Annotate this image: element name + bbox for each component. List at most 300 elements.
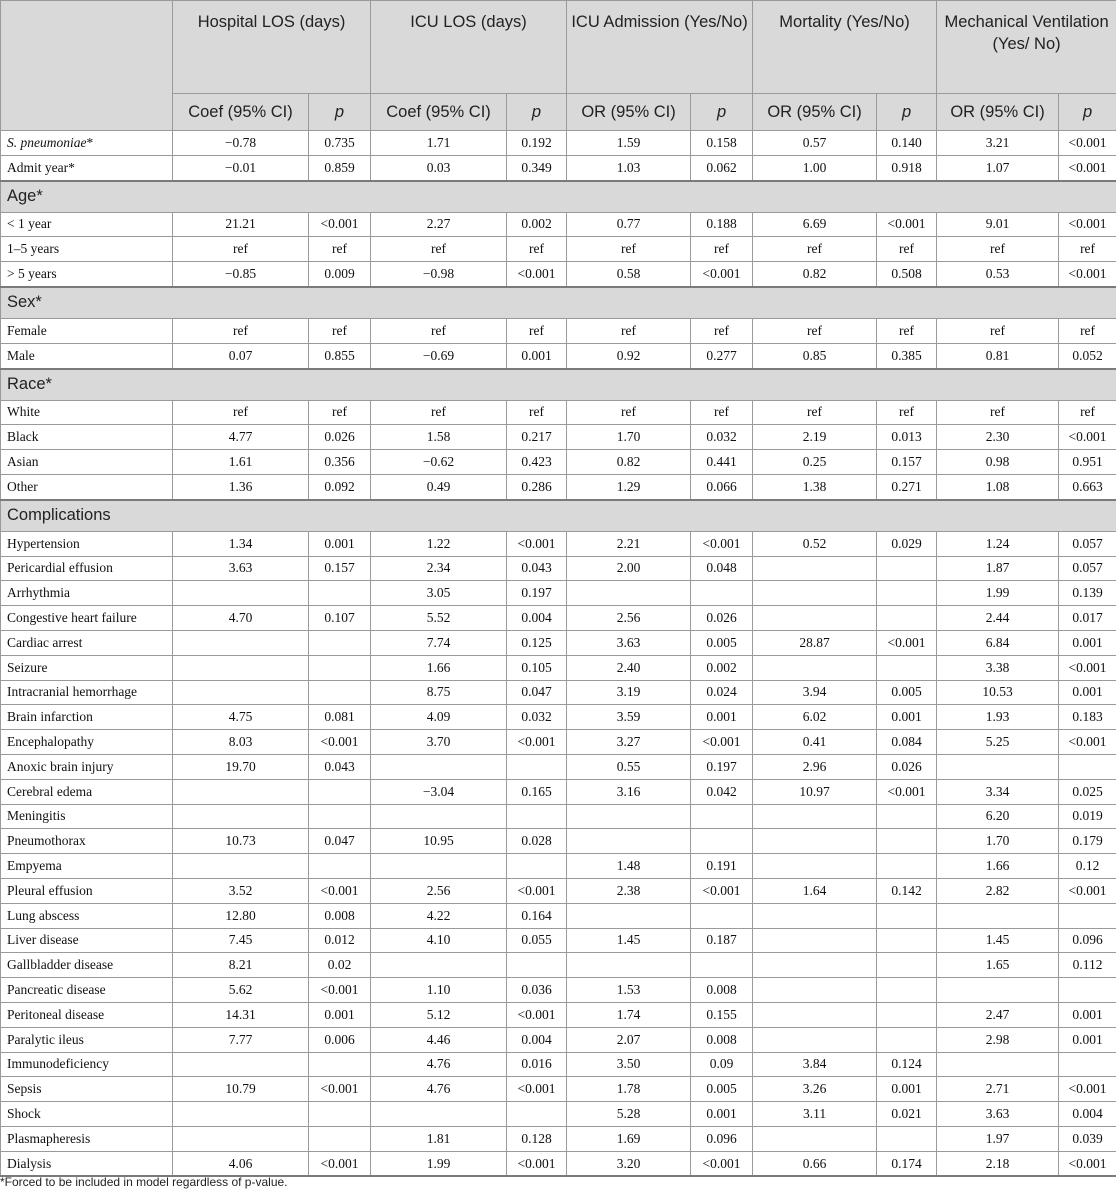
subheader-p: p [507, 94, 567, 131]
p-value-cell: 0.019 [1059, 804, 1116, 829]
estimate-cell [371, 804, 507, 829]
estimate-cell: 4.76 [371, 1052, 507, 1077]
estimate-cell: 1.08 [937, 474, 1059, 499]
subheader-estimate: OR (95% CI) [937, 94, 1059, 131]
p-value-cell [691, 581, 753, 606]
estimate-cell: 3.52 [173, 878, 309, 903]
estimate-cell: 4.06 [173, 1151, 309, 1176]
estimate-cell: 2.38 [567, 878, 691, 903]
p-value-cell [877, 829, 937, 854]
row-label: Male [1, 343, 173, 368]
p-value-cell [877, 1002, 937, 1027]
estimate-cell [371, 854, 507, 879]
row-label: Female [1, 318, 173, 343]
estimate-cell: 4.10 [371, 928, 507, 953]
p-value-cell [877, 804, 937, 829]
p-value-cell: 0.286 [507, 474, 567, 499]
estimate-cell: 3.05 [371, 581, 507, 606]
p-value-cell: ref [507, 400, 567, 425]
estimate-cell: 2.34 [371, 556, 507, 581]
section-row [1, 369, 1116, 401]
subheader-p: p [877, 94, 937, 131]
estimate-cell: 3.11 [753, 1102, 877, 1127]
p-value-cell [1059, 1052, 1116, 1077]
p-value-cell: 0.191 [691, 854, 753, 879]
estimate-cell: 1.61 [173, 450, 309, 475]
estimate-cell: 7.77 [173, 1027, 309, 1052]
p-value-cell: 0.021 [877, 1102, 937, 1127]
table-row [1, 581, 1116, 606]
p-value-cell: 0.055 [507, 928, 567, 953]
estimate-cell: 3.20 [567, 1151, 691, 1176]
p-value-cell: <0.001 [309, 1151, 371, 1176]
p-value-cell [309, 630, 371, 655]
estimate-cell: 3.38 [937, 655, 1059, 680]
p-value-cell: <0.001 [1059, 655, 1116, 680]
p-value-cell: ref [309, 237, 371, 262]
estimate-cell [173, 680, 309, 705]
p-value-cell: <0.001 [691, 1151, 753, 1176]
p-value-cell [877, 978, 937, 1003]
p-value-cell: 0.187 [691, 928, 753, 953]
estimate-cell: 4.75 [173, 705, 309, 730]
header-hospital-los: Hospital LOS (days) [173, 1, 371, 94]
row-label: Asian [1, 450, 173, 475]
estimate-cell [173, 1102, 309, 1127]
p-value-cell [877, 1126, 937, 1151]
table-row [1, 450, 1116, 475]
estimate-cell: 3.27 [567, 730, 691, 755]
p-value-cell: 0.013 [877, 425, 937, 450]
p-value-cell: <0.001 [691, 531, 753, 556]
estimate-cell: 1.70 [937, 829, 1059, 854]
p-value-cell [309, 1126, 371, 1151]
p-value-cell [877, 556, 937, 581]
p-value-cell [507, 854, 567, 879]
estimate-cell: −0.62 [371, 450, 507, 475]
p-value-cell [691, 804, 753, 829]
estimate-cell [173, 779, 309, 804]
table-row [1, 1102, 1116, 1127]
estimate-cell: 5.28 [567, 1102, 691, 1127]
p-value-cell [691, 829, 753, 854]
estimate-cell: 1.38 [753, 474, 877, 499]
estimate-cell: ref [173, 237, 309, 262]
p-value-cell [877, 606, 937, 631]
table-row [1, 705, 1116, 730]
subheader-estimate: Coef (95% CI) [173, 94, 309, 131]
subheader-p: p [1059, 94, 1116, 131]
row-label: Sepsis [1, 1077, 173, 1102]
estimate-cell: 1.64 [753, 878, 877, 903]
estimate-cell: −0.01 [173, 155, 309, 180]
estimate-cell: 2.44 [937, 606, 1059, 631]
row-label: White [1, 400, 173, 425]
estimate-cell: 3.94 [753, 680, 877, 705]
p-value-cell: <0.001 [309, 730, 371, 755]
header-mechanical-ventilation: Mechanical Ventilation (Yes/ No) [937, 1, 1116, 94]
table-row [1, 903, 1116, 928]
p-value-cell: 0.001 [1059, 1002, 1116, 1027]
estimate-cell [567, 903, 691, 928]
estimate-cell: −0.78 [173, 131, 309, 156]
estimate-cell: 1.22 [371, 531, 507, 556]
table-row [1, 237, 1116, 262]
table-row [1, 630, 1116, 655]
estimate-cell: 1.74 [567, 1002, 691, 1027]
table-row [1, 531, 1116, 556]
p-value-cell: 0.157 [877, 450, 937, 475]
estimate-cell: 0.25 [753, 450, 877, 475]
table-row [1, 754, 1116, 779]
header-icu-los: ICU LOS (days) [371, 1, 567, 94]
estimate-cell: 21.21 [173, 212, 309, 237]
estimate-cell: 0.66 [753, 1151, 877, 1176]
table-row [1, 131, 1116, 156]
p-value-cell: 0.008 [309, 903, 371, 928]
p-value-cell [507, 754, 567, 779]
estimate-cell [173, 1126, 309, 1151]
row-label: Congestive heart failure [1, 606, 173, 631]
estimate-cell: 12.80 [173, 903, 309, 928]
row-label: Other [1, 474, 173, 499]
subheader-estimate: OR (95% CI) [567, 94, 691, 131]
estimate-cell: 7.45 [173, 928, 309, 953]
p-value-cell: 0.043 [309, 754, 371, 779]
row-label: Hypertension [1, 531, 173, 556]
p-value-cell: 0.004 [507, 606, 567, 631]
estimate-cell: 1.29 [567, 474, 691, 499]
row-label: Encephalopathy [1, 730, 173, 755]
estimate-cell: 1.69 [567, 1126, 691, 1151]
p-value-cell: 0.855 [309, 343, 371, 368]
estimate-cell: 10.53 [937, 680, 1059, 705]
p-value-cell [877, 655, 937, 680]
section-title: Race* [1, 369, 1116, 401]
subheader-p: p [309, 94, 371, 131]
row-label: Brain infarction [1, 705, 173, 730]
p-value-cell: <0.001 [1059, 878, 1116, 903]
p-value-cell: 0.057 [1059, 556, 1116, 581]
row-label: Shock [1, 1102, 173, 1127]
p-value-cell: 0.02 [309, 953, 371, 978]
estimate-cell [753, 1002, 877, 1027]
estimate-cell: 1.24 [937, 531, 1059, 556]
estimate-cell: 1.59 [567, 131, 691, 156]
estimate-cell [753, 556, 877, 581]
estimate-cell [173, 655, 309, 680]
estimate-cell [937, 1052, 1059, 1077]
table-row [1, 878, 1116, 903]
row-label: Empyema [1, 854, 173, 879]
estimate-cell [371, 953, 507, 978]
p-value-cell: 0.009 [309, 262, 371, 287]
estimate-cell: 10.73 [173, 829, 309, 854]
estimate-cell: ref [753, 318, 877, 343]
table-row [1, 1126, 1116, 1151]
table-row [1, 606, 1116, 631]
p-value-cell: ref [507, 318, 567, 343]
estimate-cell: 28.87 [753, 630, 877, 655]
estimate-cell: 0.03 [371, 155, 507, 180]
estimate-cell: 1.45 [567, 928, 691, 953]
estimate-cell [937, 754, 1059, 779]
estimate-cell: ref [753, 400, 877, 425]
estimate-cell: 2.47 [937, 1002, 1059, 1027]
p-value-cell [309, 581, 371, 606]
table-row [1, 400, 1116, 425]
p-value-cell: <0.001 [691, 730, 753, 755]
p-value-cell [1059, 903, 1116, 928]
estimate-cell: 3.63 [173, 556, 309, 581]
p-value-cell: 0.112 [1059, 953, 1116, 978]
section-row [1, 181, 1116, 213]
p-value-cell: 0.128 [507, 1126, 567, 1151]
table-row [1, 1027, 1116, 1052]
estimate-cell: 3.70 [371, 730, 507, 755]
table-row [1, 425, 1116, 450]
estimate-cell: 0.55 [567, 754, 691, 779]
estimate-cell: 0.49 [371, 474, 507, 499]
p-value-cell: <0.001 [877, 212, 937, 237]
p-value-cell: ref [1059, 237, 1116, 262]
estimate-cell: 2.98 [937, 1027, 1059, 1052]
p-value-cell: 0.092 [309, 474, 371, 499]
p-value-cell [1059, 978, 1116, 1003]
estimate-cell: ref [173, 318, 309, 343]
estimate-cell: 0.82 [567, 450, 691, 475]
p-value-cell: 0.001 [1059, 680, 1116, 705]
header-mortality: Mortality (Yes/No) [753, 1, 937, 94]
p-value-cell: ref [877, 400, 937, 425]
p-value-cell: 0.001 [691, 1102, 753, 1127]
p-value-cell: <0.001 [507, 1077, 567, 1102]
estimate-cell: 0.57 [753, 131, 877, 156]
section-title: Age* [1, 181, 1116, 213]
p-value-cell: ref [507, 237, 567, 262]
table-row [1, 854, 1116, 879]
estimate-cell [567, 804, 691, 829]
table-row [1, 953, 1116, 978]
p-value-cell: 0.005 [691, 1077, 753, 1102]
row-label: S. pneumoniae* [1, 131, 173, 156]
estimate-cell [173, 630, 309, 655]
p-value-cell [691, 903, 753, 928]
estimate-cell: 0.92 [567, 343, 691, 368]
header-corner [1, 1, 173, 131]
table-row [1, 262, 1116, 287]
estimate-cell: 0.77 [567, 212, 691, 237]
header-icu-admission: ICU Admission (Yes/No) [567, 1, 753, 94]
p-value-cell: 0.026 [877, 754, 937, 779]
p-value-cell: 0.139 [1059, 581, 1116, 606]
p-value-cell: 0.039 [1059, 1126, 1116, 1151]
table-row [1, 1002, 1116, 1027]
estimate-cell: 1.36 [173, 474, 309, 499]
p-value-cell: 0.005 [877, 680, 937, 705]
p-value-cell: 0.124 [877, 1052, 937, 1077]
estimate-cell [753, 928, 877, 953]
p-value-cell: <0.001 [1059, 1151, 1116, 1176]
p-value-cell [309, 1052, 371, 1077]
estimate-cell [753, 655, 877, 680]
table-row [1, 829, 1116, 854]
estimate-cell: 10.79 [173, 1077, 309, 1102]
estimate-cell: 1.70 [567, 425, 691, 450]
p-value-cell [309, 779, 371, 804]
estimate-cell: 1.65 [937, 953, 1059, 978]
p-value-cell [877, 854, 937, 879]
p-value-cell: 0.001 [877, 705, 937, 730]
p-value-cell: <0.001 [1059, 155, 1116, 180]
estimate-cell: 8.21 [173, 953, 309, 978]
p-value-cell: <0.001 [1059, 730, 1116, 755]
estimate-cell: 0.81 [937, 343, 1059, 368]
estimate-cell: 2.19 [753, 425, 877, 450]
estimate-cell: ref [937, 237, 1059, 262]
subheader-p: p [691, 94, 753, 131]
estimate-cell: 1.81 [371, 1126, 507, 1151]
estimate-cell: 0.07 [173, 343, 309, 368]
estimate-cell: ref [371, 400, 507, 425]
p-value-cell: <0.001 [1059, 131, 1116, 156]
p-value-cell: ref [691, 400, 753, 425]
p-value-cell: 0.12 [1059, 854, 1116, 879]
estimate-cell: 1.93 [937, 705, 1059, 730]
estimate-cell: 3.84 [753, 1052, 877, 1077]
subheader-estimate: Coef (95% CI) [371, 94, 507, 131]
estimate-cell: 0.53 [937, 262, 1059, 287]
row-label: Admit year* [1, 155, 173, 180]
p-value-cell: 0.174 [877, 1151, 937, 1176]
p-value-cell: 0.001 [1059, 630, 1116, 655]
estimate-cell: 5.12 [371, 1002, 507, 1027]
table-row [1, 804, 1116, 829]
estimate-cell: 1.58 [371, 425, 507, 450]
estimate-cell [753, 1126, 877, 1151]
estimate-cell [753, 1027, 877, 1052]
p-value-cell: 0.004 [1059, 1102, 1116, 1127]
p-value-cell: 0.008 [691, 978, 753, 1003]
estimate-cell: 1.97 [937, 1126, 1059, 1151]
row-label: Paralytic ileus [1, 1027, 173, 1052]
p-value-cell [309, 655, 371, 680]
table-row [1, 680, 1116, 705]
estimate-cell: ref [567, 237, 691, 262]
row-label: Cerebral edema [1, 779, 173, 804]
estimate-cell: 0.58 [567, 262, 691, 287]
p-value-cell: 0.026 [691, 606, 753, 631]
p-value-cell: ref [877, 237, 937, 262]
estimate-cell: −0.85 [173, 262, 309, 287]
estimate-cell: ref [937, 318, 1059, 343]
row-label: Liver disease [1, 928, 173, 953]
section-row [1, 287, 1116, 319]
row-label: Seizure [1, 655, 173, 680]
estimate-cell: 2.07 [567, 1027, 691, 1052]
table-footnote: *Forced to be included in model regardless of p-value. [0, 1175, 288, 1189]
p-value-cell: <0.001 [691, 262, 753, 287]
estimate-cell: 8.75 [371, 680, 507, 705]
p-value-cell [507, 953, 567, 978]
row-label: < 1 year [1, 212, 173, 237]
p-value-cell: <0.001 [309, 878, 371, 903]
p-value-cell: 0.006 [309, 1027, 371, 1052]
p-value-cell: 0.012 [309, 928, 371, 953]
p-value-cell: 0.09 [691, 1052, 753, 1077]
p-value-cell: 0.042 [691, 779, 753, 804]
p-value-cell: 0.028 [507, 829, 567, 854]
p-value-cell: ref [877, 318, 937, 343]
row-label: Intracranial hemorrhage [1, 680, 173, 705]
estimate-cell: 1.45 [937, 928, 1059, 953]
table-row [1, 556, 1116, 581]
table-row [1, 779, 1116, 804]
row-label: Pleural effusion [1, 878, 173, 903]
row-label: Immunodeficiency [1, 1052, 173, 1077]
estimate-cell [567, 581, 691, 606]
p-value-cell: 0.001 [309, 1002, 371, 1027]
p-value-cell: ref [691, 237, 753, 262]
p-value-cell: 0.024 [691, 680, 753, 705]
p-value-cell: 0.277 [691, 343, 753, 368]
p-value-cell: 0.062 [691, 155, 753, 180]
p-value-cell: <0.001 [507, 1151, 567, 1176]
estimate-cell [173, 581, 309, 606]
estimate-cell: 1.78 [567, 1077, 691, 1102]
estimate-cell: 1.71 [371, 131, 507, 156]
p-value-cell: 0.084 [877, 730, 937, 755]
p-value-cell: 0.032 [507, 705, 567, 730]
p-value-cell: <0.001 [877, 779, 937, 804]
row-label: Cardiac arrest [1, 630, 173, 655]
table-body [1, 131, 1116, 1177]
estimate-cell: 3.19 [567, 680, 691, 705]
p-value-cell: 0.197 [691, 754, 753, 779]
table-row [1, 1151, 1116, 1176]
estimate-cell: 6.84 [937, 630, 1059, 655]
estimate-cell [753, 903, 877, 928]
p-value-cell: 0.423 [507, 450, 567, 475]
p-value-cell: <0.001 [309, 212, 371, 237]
p-value-cell: 0.105 [507, 655, 567, 680]
estimate-cell [753, 829, 877, 854]
estimate-cell [753, 854, 877, 879]
p-value-cell: 0.217 [507, 425, 567, 450]
estimate-cell: 2.00 [567, 556, 691, 581]
estimate-cell: 1.48 [567, 854, 691, 879]
p-value-cell: 0.663 [1059, 474, 1116, 499]
p-value-cell: 0.032 [691, 425, 753, 450]
estimate-cell [753, 978, 877, 1003]
estimate-cell: ref [937, 400, 1059, 425]
table-header [1, 1, 1116, 131]
estimate-cell: 1.00 [753, 155, 877, 180]
p-value-cell: 0.016 [507, 1052, 567, 1077]
p-value-cell: 0.859 [309, 155, 371, 180]
row-label: > 5 years [1, 262, 173, 287]
estimate-cell [567, 829, 691, 854]
estimate-cell: 7.74 [371, 630, 507, 655]
table-row [1, 318, 1116, 343]
p-value-cell [309, 680, 371, 705]
p-value-cell: 0.441 [691, 450, 753, 475]
estimate-cell: ref [173, 400, 309, 425]
estimate-cell: 1.07 [937, 155, 1059, 180]
estimate-cell: 5.62 [173, 978, 309, 1003]
p-value-cell: 0.043 [507, 556, 567, 581]
table-row [1, 155, 1116, 180]
